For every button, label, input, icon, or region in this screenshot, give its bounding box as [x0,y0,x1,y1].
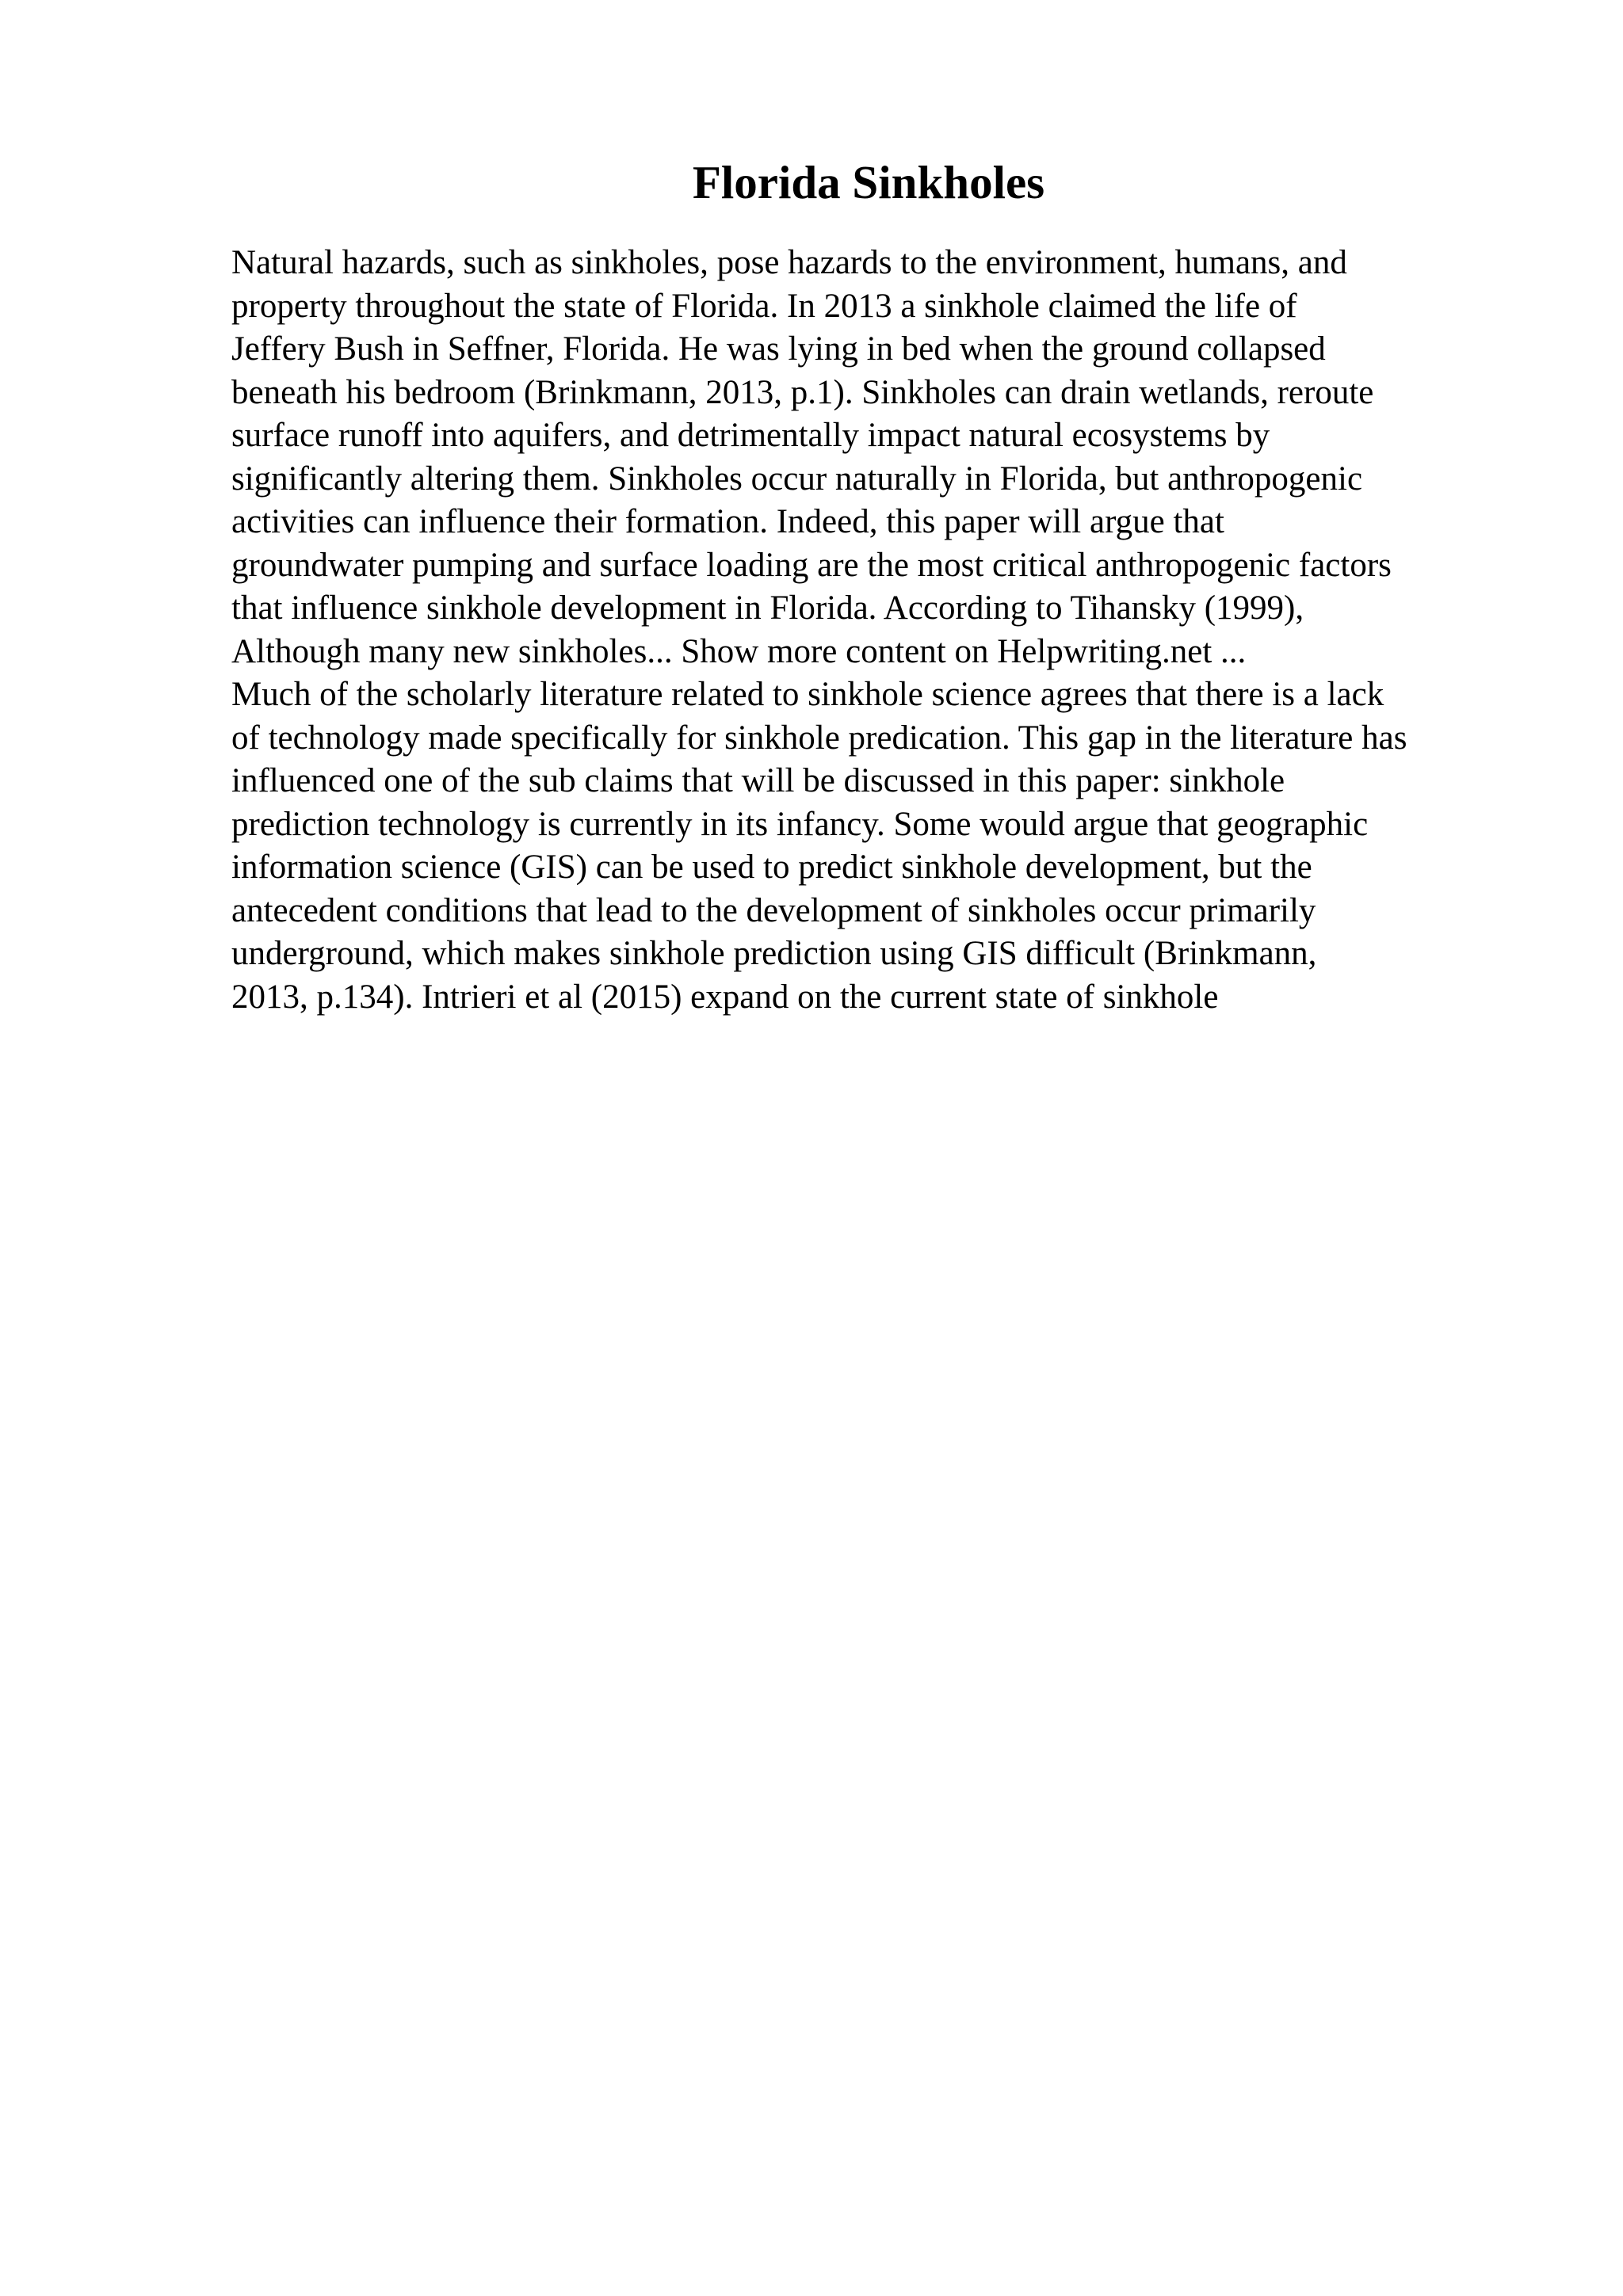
document-body [231,242,1579,1019]
text-line: information science (GIS) can be used to predict sinkhole development, but the [231,849,1312,886]
text-line: 2013, p.134). Intrieri et al (2015) expand on the current state of sinkhole [231,978,1219,1016]
text-line: Much of the scholarly literature related to sinkhole science agrees that there is a lack [231,676,1384,713]
text-line: beneath his bedroom (Brinkmann, 2013, p.1). Sinkholes can drain wetlands, reroute [231,373,1374,411]
text-line: prediction technology is currently in its infancy. Some would argue that geographic [231,805,1369,843]
text-line: property throughout the state of Florida. In 2013 a sinkhole claimed the life of [231,287,1297,325]
text-line: groundwater pumping and surface loading are the most critical anthropogenic factors [231,546,1392,584]
text-line: Natural hazards, such as sinkholes, pose hazards to the environment, humans, and [231,244,1347,281]
text-line: of technology made specifically for sinkhole predication. This gap in the literature has [231,719,1407,757]
document-title: Florida Sinkholes [692,156,1045,208]
text-line: antecedent conditions that lead to the development of sinkholes occur primarily [231,891,1316,929]
text-line: significantly altering them. Sinkholes occur naturally in Florida, but anthropogenic [231,460,1363,498]
text-line: surface runoff into aquifers, and detrimentally impact natural ecosystems by [231,417,1270,454]
text-line: Although many new sinkholes... Show more content on Helpwriting.net ... [231,632,1247,670]
text-line: underground, which makes sinkhole prediction using GIS difficult (Brinkmann, [231,935,1317,972]
text-line: Jeffery Bush in Seffner, Florida. He was lying in bed when the ground collapsed [231,330,1326,368]
text-line: influenced one of the sub claims that will be discussed in this paper: sinkhole [231,762,1285,799]
text-line: activities can influence their formation. Indeed, this paper will argue that [231,503,1224,540]
text-line: that influence sinkhole development in Florida. According to Tihansky (1999), [231,589,1304,627]
